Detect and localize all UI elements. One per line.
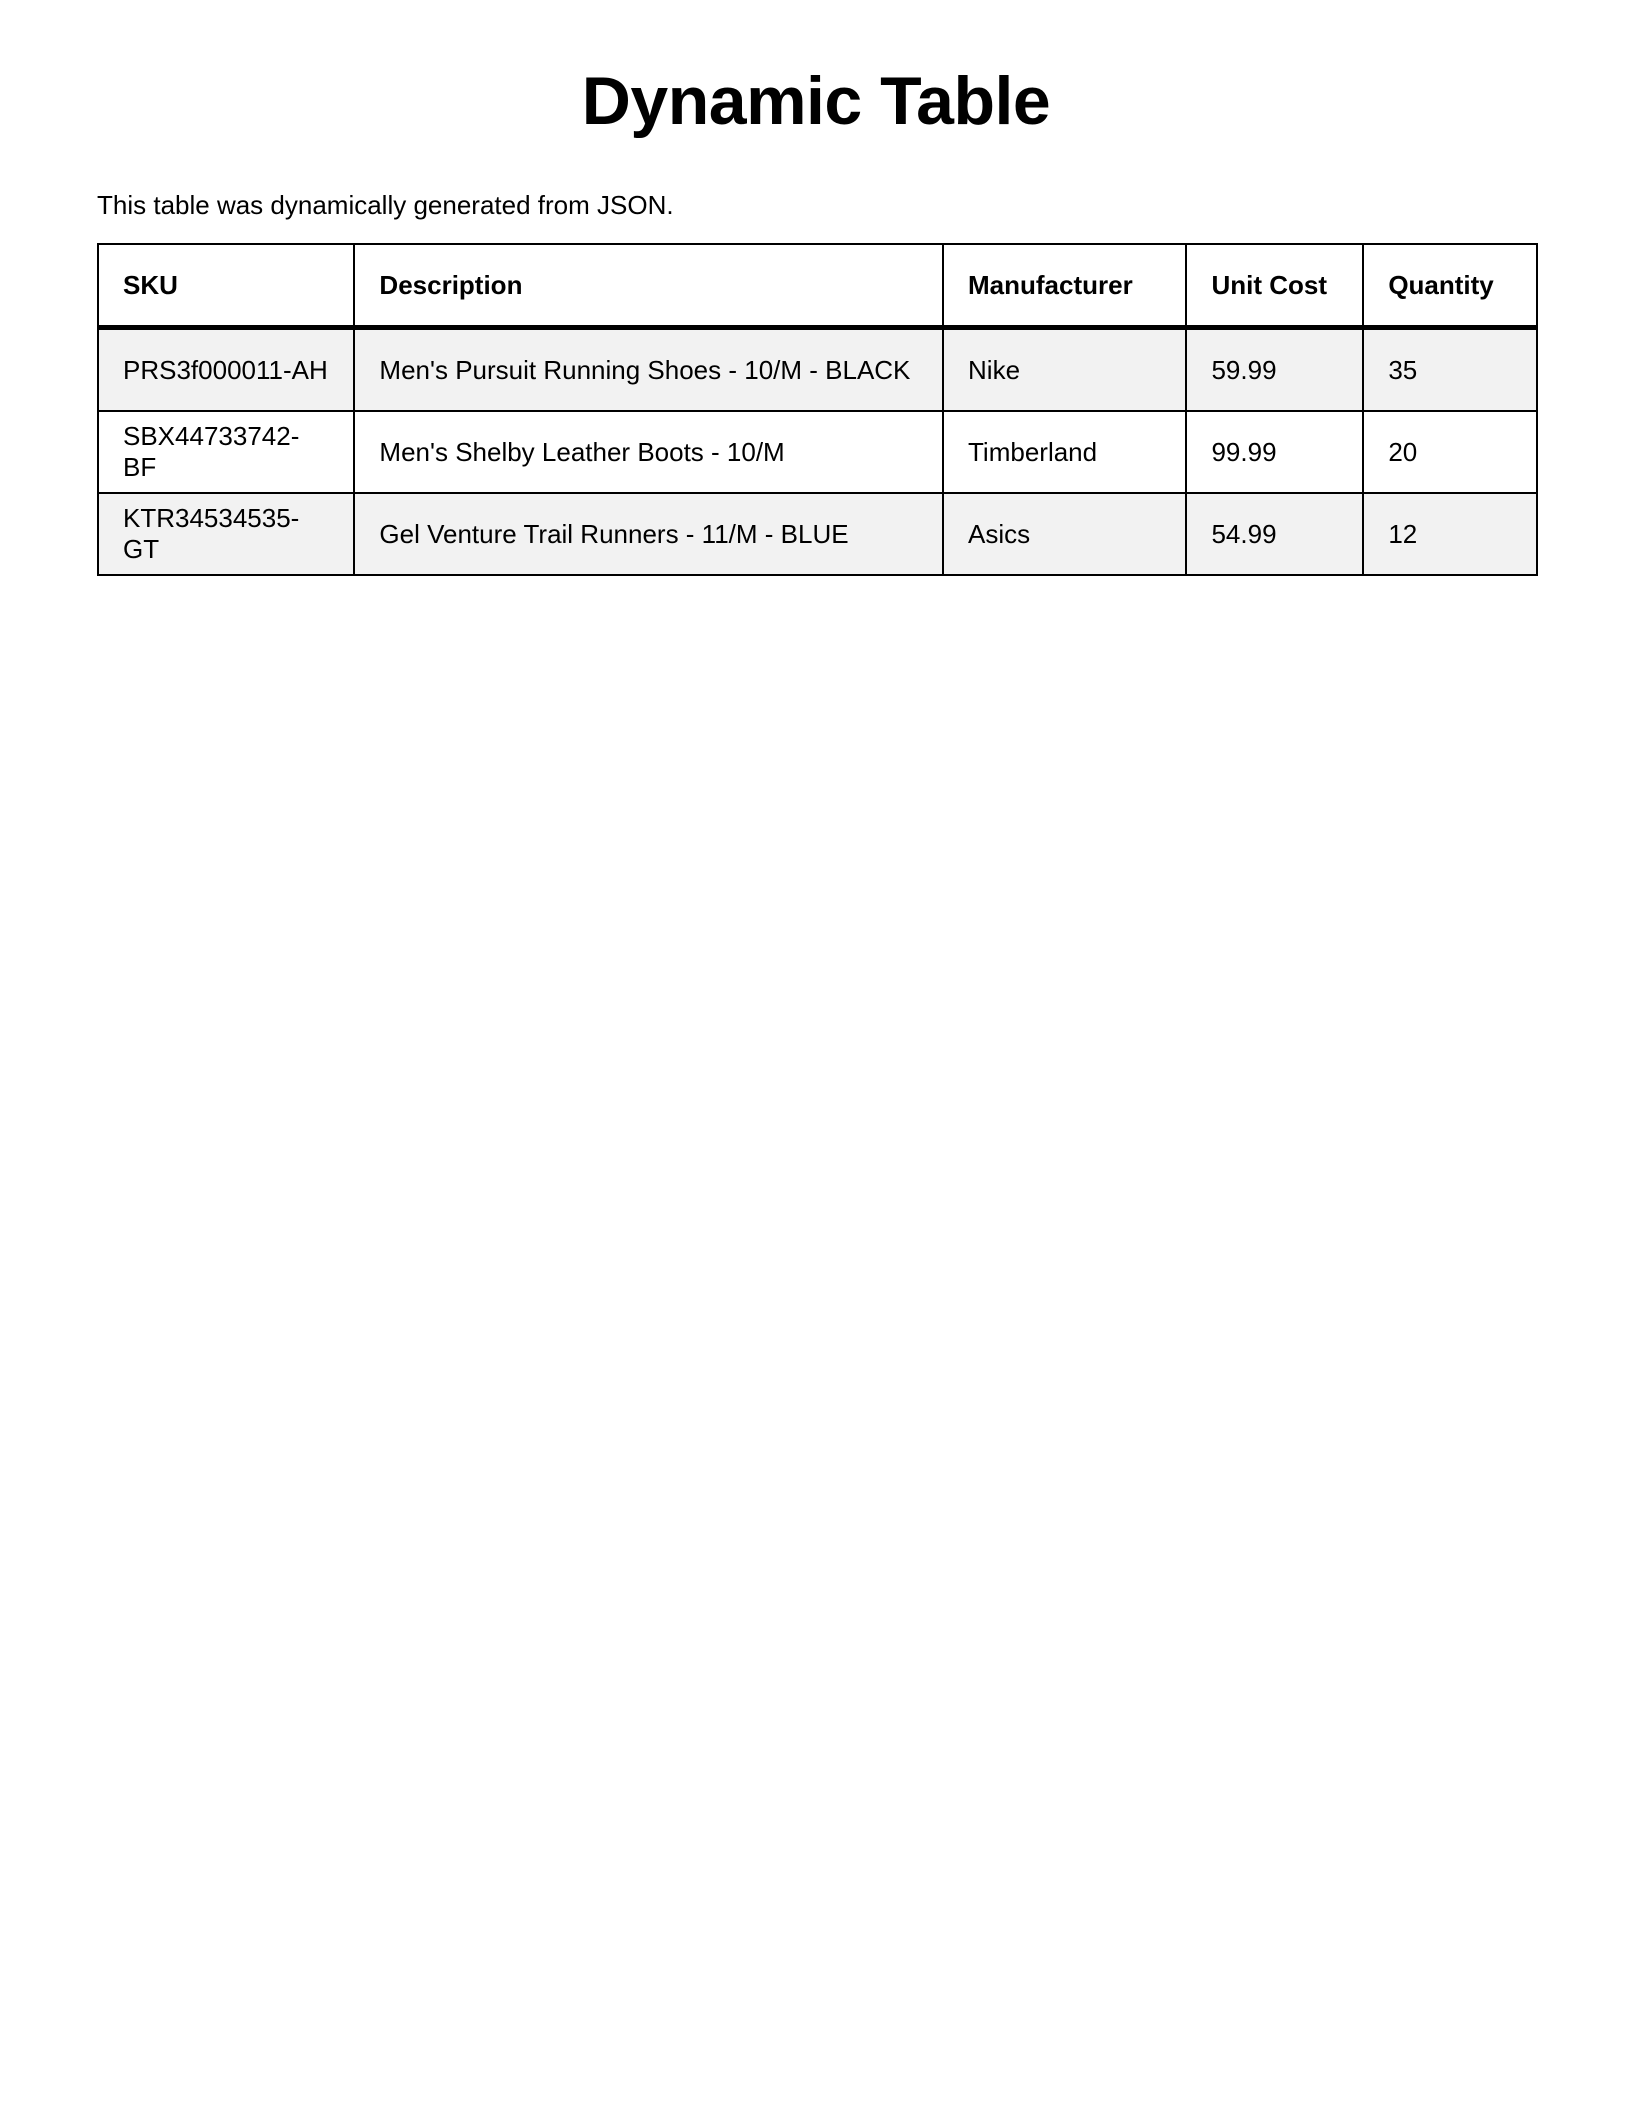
column-header-sku: SKU <box>98 244 354 328</box>
cell-description: Men's Pursuit Running Shoes - 10/M - BLACK <box>354 328 943 412</box>
table-header <box>98 244 1537 328</box>
table-body <box>98 328 1537 576</box>
intro-text: This table was dynamically generated from JSON. <box>97 190 674 220</box>
table-row <box>98 411 1537 493</box>
cell-quantity: 35 <box>1363 328 1537 412</box>
inventory-table <box>97 243 1538 576</box>
cell-manufacturer: Asics <box>943 493 1186 575</box>
cell-manufacturer: Timberland <box>943 411 1186 493</box>
cell-sku: SBX44733742-BF <box>98 411 354 493</box>
cell-unit-cost: 59.99 <box>1186 328 1363 412</box>
cell-unit-cost: 99.99 <box>1186 411 1363 493</box>
column-header-manufacturer: Manufacturer <box>943 244 1186 328</box>
column-header-description: Description <box>354 244 943 328</box>
column-header-quantity: Quantity <box>1363 244 1537 328</box>
header-row <box>98 244 1537 328</box>
cell-sku: KTR34534535-GT <box>98 493 354 575</box>
cell-sku: PRS3f000011-AH <box>98 328 354 412</box>
cell-quantity: 12 <box>1363 493 1537 575</box>
column-header-unit-cost: Unit Cost <box>1186 244 1363 328</box>
cell-description: Men's Shelby Leather Boots - 10/M <box>354 411 943 493</box>
cell-unit-cost: 54.99 <box>1186 493 1363 575</box>
table-row <box>98 328 1537 412</box>
cell-description: Gel Venture Trail Runners - 11/M - BLUE <box>354 493 943 575</box>
table-row <box>98 493 1537 575</box>
cell-manufacturer: Nike <box>943 328 1186 412</box>
cell-quantity: 20 <box>1363 411 1537 493</box>
page-title: Dynamic Table <box>581 63 1051 139</box>
